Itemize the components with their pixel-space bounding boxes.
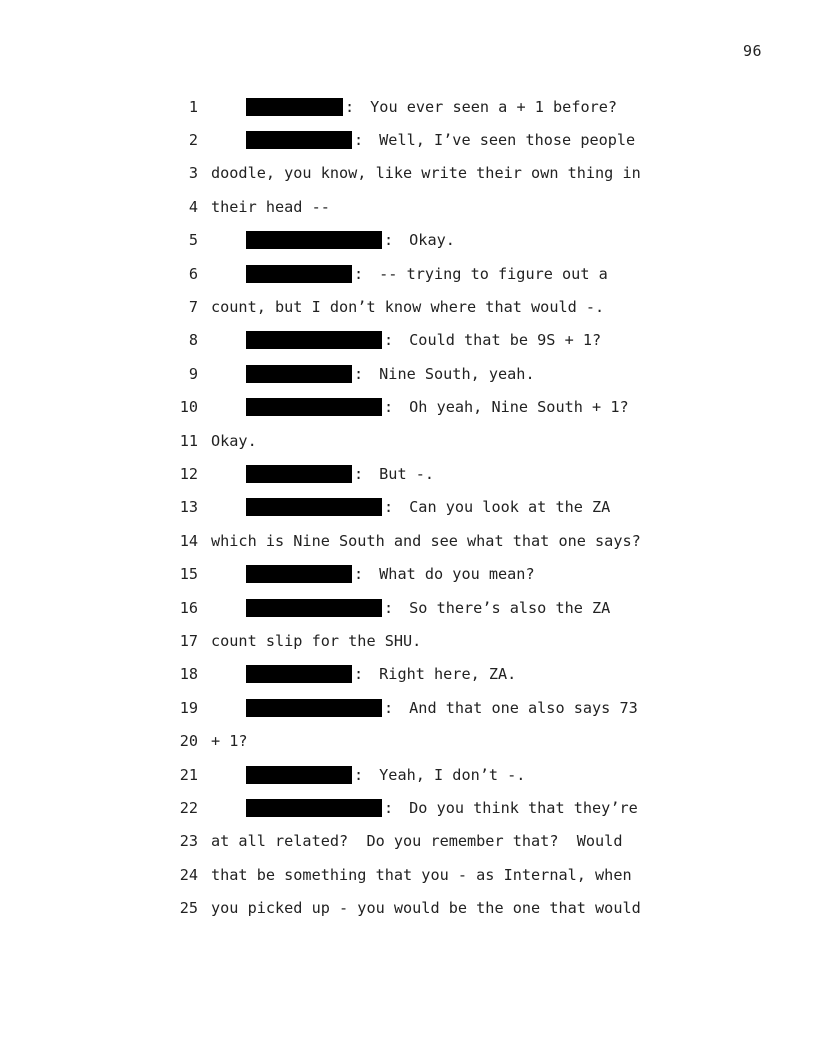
line-number: 25 [179, 899, 198, 918]
speaker-turn [246, 465, 434, 483]
transcript-line [176, 290, 676, 323]
speech-text: Okay. [409, 231, 455, 250]
speaker-colon: : [354, 665, 364, 684]
speech-text: So there’s also the ZA [409, 598, 611, 617]
continuation-text: doodle, you know, like write their own thing in [211, 164, 641, 183]
line-number: 7 [188, 298, 198, 317]
transcript-line [176, 825, 676, 858]
transcript-line [176, 758, 676, 791]
speaker-colon: : [384, 231, 394, 250]
transcript-line [176, 157, 676, 190]
speaker-turn [246, 599, 610, 617]
speaker-redaction [246, 799, 382, 817]
speech-text: And that one also says 73 [409, 698, 638, 717]
transcript-line [176, 391, 676, 424]
transcript-body [176, 90, 676, 925]
speaker-redaction [246, 599, 382, 617]
line-number: 17 [179, 631, 198, 650]
speaker-colon: : [354, 364, 364, 383]
speaker-turn [246, 98, 617, 116]
transcript-line [176, 557, 676, 590]
transcript-line [176, 457, 676, 490]
line-number: 15 [179, 565, 198, 584]
line-number: 23 [179, 832, 198, 851]
transcript-line [176, 190, 676, 223]
continuation-text: you picked up - you would be the one that would [211, 899, 641, 918]
speech-text: Oh yeah, Nine South + 1? [409, 398, 629, 417]
speaker-turn [246, 398, 629, 416]
speech-text: You ever seen a + 1 before? [370, 97, 618, 116]
speaker-colon: : [384, 498, 394, 517]
speaker-turn [246, 265, 608, 283]
speaker-colon: : [354, 264, 364, 283]
line-number: 14 [179, 531, 198, 550]
line-number: 2 [188, 131, 198, 150]
transcript-line [176, 791, 676, 824]
continuation-text: + 1? [211, 732, 248, 751]
continuation-text: that be something that you - as Internal, when [211, 865, 632, 884]
speaker-turn [246, 231, 455, 249]
line-number: 22 [179, 798, 198, 817]
line-number: 21 [179, 765, 198, 784]
speaker-redaction [246, 665, 352, 683]
transcript-line [176, 724, 676, 757]
speech-text: Can you look at the ZA [409, 498, 611, 517]
speaker-redaction [246, 565, 352, 583]
speaker-colon: : [354, 565, 364, 584]
page-number: 96 [742, 42, 762, 60]
speaker-colon: : [354, 131, 364, 150]
speaker-redaction [246, 231, 382, 249]
line-number: 18 [179, 665, 198, 684]
line-number: 8 [188, 331, 198, 350]
speech-text: Nine South, yeah. [379, 364, 535, 383]
speaker-turn [246, 498, 610, 516]
transcript-line [176, 658, 676, 691]
continuation-text: count, but I don’t know where that would -. [211, 298, 605, 317]
line-number: 6 [188, 264, 198, 283]
speech-text: Well, I’ve seen those people [379, 131, 636, 150]
transcript-line [176, 224, 676, 257]
line-number: 4 [188, 197, 198, 216]
speaker-redaction [246, 699, 382, 717]
speaker-redaction [246, 365, 352, 383]
speaker-turn [246, 799, 638, 817]
transcript-line [176, 624, 676, 657]
speaker-redaction [246, 331, 382, 349]
transcript-line [176, 424, 676, 457]
line-number: 11 [179, 431, 198, 450]
speaker-colon: : [384, 698, 394, 717]
transcript-line [176, 691, 676, 724]
speaker-colon: : [384, 331, 394, 350]
speech-text: -- trying to figure out a [379, 264, 608, 283]
speaker-colon: : [354, 765, 364, 784]
speaker-colon: : [354, 464, 364, 483]
speaker-redaction [246, 398, 382, 416]
speech-text: Do you think that they’re [409, 798, 638, 817]
speaker-turn [246, 665, 516, 683]
transcript-line [176, 591, 676, 624]
speech-text: Could that be 9S + 1? [409, 331, 602, 350]
continuation-text: count slip for the SHU. [211, 631, 422, 650]
transcript-line [176, 858, 676, 891]
speaker-redaction [246, 465, 352, 483]
speaker-redaction [246, 265, 352, 283]
speaker-colon: : [384, 598, 394, 617]
transcript-line [176, 324, 676, 357]
continuation-text: which is Nine South and see what that one says? [211, 531, 641, 550]
line-number: 13 [179, 498, 198, 517]
speaker-turn [246, 331, 601, 349]
line-number: 1 [188, 97, 198, 116]
speech-text: Yeah, I don’t -. [379, 765, 526, 784]
speaker-colon: : [384, 398, 394, 417]
line-number: 9 [188, 364, 198, 383]
continuation-text: at all related? Do you remember that? Would [211, 832, 623, 851]
speaker-turn [246, 565, 535, 583]
line-number: 12 [179, 464, 198, 483]
transcript-line [176, 90, 676, 123]
line-number: 19 [179, 698, 198, 717]
continuation-text: their head -- [211, 197, 330, 216]
transcript-line [176, 123, 676, 156]
speaker-turn [246, 365, 535, 383]
line-number: 20 [179, 732, 198, 751]
speaker-redaction [246, 98, 343, 116]
speaker-colon: : [345, 97, 355, 116]
speaker-turn [246, 766, 525, 784]
transcript-line [176, 491, 676, 524]
line-number: 5 [188, 231, 198, 250]
speech-text: But -. [379, 464, 435, 483]
speaker-turn [246, 699, 638, 717]
transcript-line [176, 257, 676, 290]
speaker-redaction [246, 131, 352, 149]
line-number: 24 [179, 865, 198, 884]
transcript-line [176, 524, 676, 557]
line-number: 10 [179, 398, 198, 417]
speech-text: Right here, ZA. [379, 665, 517, 684]
transcript-line [176, 891, 676, 924]
speaker-turn [246, 131, 635, 149]
speaker-colon: : [384, 798, 394, 817]
speaker-redaction [246, 766, 352, 784]
speaker-redaction [246, 498, 382, 516]
continuation-text: Okay. [211, 431, 257, 450]
line-number: 16 [179, 598, 198, 617]
transcript-line [176, 357, 676, 390]
speech-text: What do you mean? [379, 565, 535, 584]
line-number: 3 [188, 164, 198, 183]
